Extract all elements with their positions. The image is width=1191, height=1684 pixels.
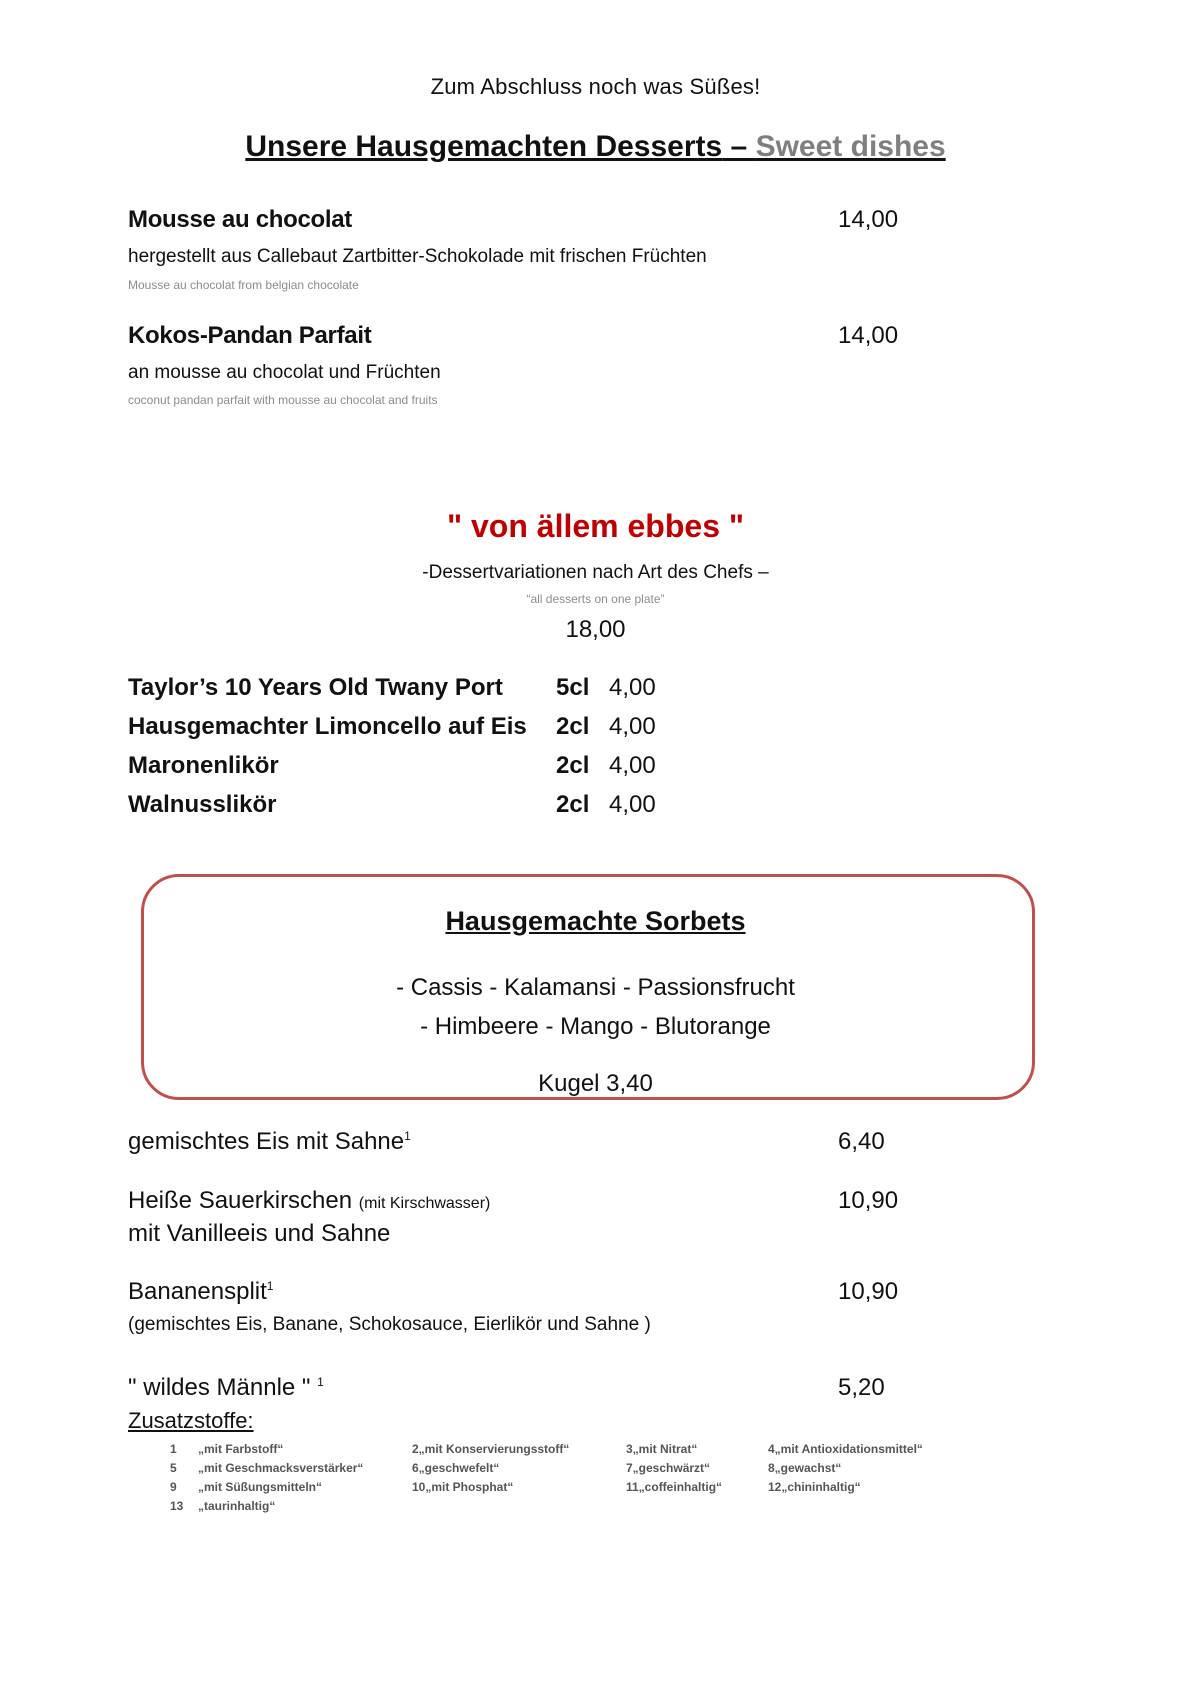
drink-name: Maronenlikör	[128, 752, 279, 779]
ice-item	[128, 1278, 273, 1306]
drink-price: 4,00	[609, 674, 656, 701]
main-title-en: Sweet dishes	[755, 130, 946, 163]
ice-item-name: gemischtes Eis mit Sahne	[128, 1128, 405, 1155]
additive-entry: „mit Süßungsmitteln“	[198, 1480, 322, 1494]
ice-item-name: Bananensplit	[128, 1278, 267, 1305]
additive-entry: „taurinhaltig“	[198, 1499, 276, 1513]
dessert-description: hergestellt aus Callebaut Zartbitter-Schokolade mit frischen Früchten	[128, 246, 707, 267]
intro-text: Zum Abschluss noch was Süßes!	[430, 74, 761, 99]
additives-title: Zusatzstoffe:	[128, 1408, 254, 1433]
drink-price: 4,00	[609, 752, 656, 779]
main-title-de: Unsere Hausgemachten Desserts	[245, 130, 723, 163]
ice-item	[128, 1374, 324, 1402]
variation-english: “all desserts on one plate”	[526, 592, 665, 606]
dessert-name: Kokos-Pandan Parfait	[128, 322, 372, 349]
additive-entry: 2„mit Konservierungsstoff“	[412, 1442, 570, 1456]
additive-entry: 6„geschwefelt“	[412, 1461, 500, 1475]
main-title	[0, 130, 1191, 164]
additive-number: 5	[170, 1461, 177, 1475]
ice-item-price: 5,20	[838, 1374, 885, 1401]
drink-price: 4,00	[609, 713, 656, 740]
ice-item	[128, 1187, 490, 1215]
ice-item-note: (mit Kirschwasser)	[358, 1195, 491, 1212]
dessert-price: 14,00	[838, 322, 899, 349]
additive-entry: 12„chininhaltig“	[768, 1480, 861, 1494]
ice-item-name: " wildes Männle "	[128, 1374, 311, 1401]
ice-item-second-line: (gemischtes Eis, Banane, Schokosauce, Eierlikör und Sahne )	[128, 1314, 651, 1335]
sorbet-price: Kugel 3,40	[538, 1070, 653, 1097]
variation-price: 18,00	[565, 616, 626, 643]
additive-entry: 3„mit Nitrat“	[626, 1442, 698, 1456]
additive-entry: „mit Geschmacksverstärker“	[198, 1461, 364, 1475]
drink-price: 4,00	[609, 791, 656, 818]
additive-number: 9	[170, 1480, 177, 1494]
dessert-price: 14,00	[838, 206, 899, 233]
ice-item-footnote: 1	[404, 1129, 411, 1143]
dessert-english: coconut pandan parfait with mousse au chocolat and fruits	[128, 393, 438, 407]
main-title-separator: –	[722, 130, 756, 163]
drink-size: 2cl	[556, 752, 590, 779]
additive-number: 13	[170, 1499, 184, 1513]
drink-name: Walnusslikör	[128, 791, 277, 818]
drink-name: Hausgemachter Limoncello auf Eis	[128, 713, 527, 740]
ice-item-name: Heiße Sauerkirschen	[128, 1187, 353, 1214]
additive-entry: 8„gewachst“	[768, 1461, 842, 1475]
ice-item-second-line: mit Vanilleeis und Sahne	[128, 1220, 391, 1247]
drink-size: 5cl	[556, 674, 590, 701]
drink-name: Taylor’s 10 Years Old Twany Port	[128, 674, 503, 701]
ice-item	[128, 1128, 411, 1156]
drink-size: 2cl	[556, 713, 590, 740]
ice-item-footnote: 1	[266, 1279, 274, 1293]
additive-entry: 11„coffeinhaltig“	[626, 1480, 723, 1494]
sorbet-flavors-line-1: - Cassis - Kalamansi - Passionsfrucht	[396, 974, 795, 1001]
additive-entry: 10„mit Phosphat“	[412, 1480, 514, 1494]
ice-item-price: 10,90	[838, 1187, 899, 1214]
additive-entry: 4„mit Antioxidationsmittel“	[768, 1442, 923, 1456]
sorbet-flavors-line-2: - Himbeere - Mango - Blutorange	[420, 1013, 771, 1040]
dessert-description: an mousse au chocolat und Früchten	[128, 362, 441, 383]
dessert-english: Mousse au chocolat from belgian chocolate	[128, 278, 359, 292]
variation-title: " von ällem ebbes "	[446, 508, 745, 544]
additive-number: 1	[170, 1442, 177, 1456]
ice-item-price: 6,40	[838, 1128, 885, 1155]
sorbet-title: Hausgemachte Sorbets	[445, 906, 746, 936]
ice-item-footnote: 1	[317, 1375, 324, 1389]
drink-size: 2cl	[556, 791, 590, 818]
ice-item-price: 10,90	[838, 1278, 899, 1305]
dessert-name: Mousse au chocolat	[128, 206, 352, 233]
additive-entry: 7„geschwärzt“	[626, 1461, 711, 1475]
variation-subtitle: -Dessertvariationen nach Art des Chefs –	[422, 562, 769, 583]
additive-entry: „mit Farbstoff“	[198, 1442, 284, 1456]
